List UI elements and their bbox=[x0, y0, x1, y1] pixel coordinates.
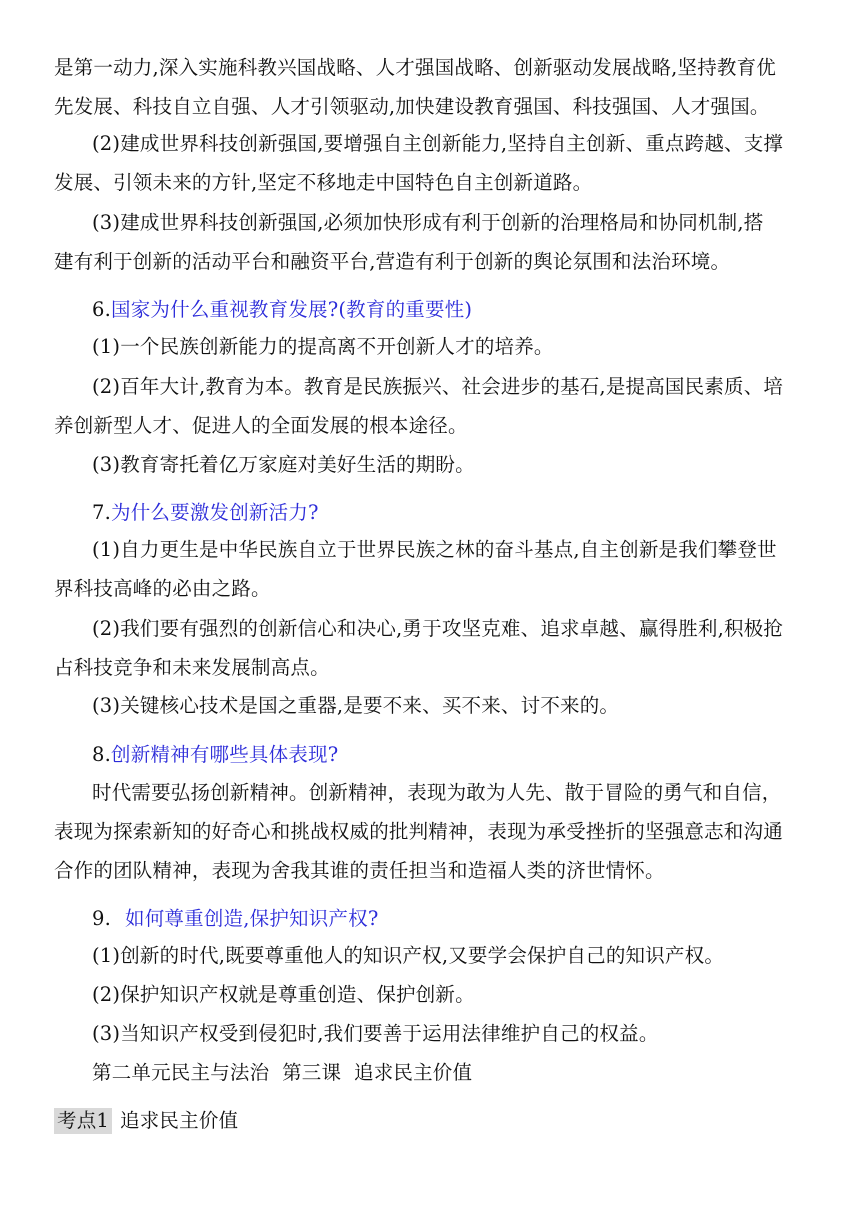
answer-line: 界科技高峰的必由之路。 bbox=[54, 577, 271, 600]
paragraph-line: (2)建成世界科技创新强国,要增强自主创新能力,坚持自主创新、重点跨越、支撑 bbox=[92, 132, 784, 155]
paragraph-line: 建有利于创新的活动平台和融资平台,营造有利于创新的舆论氛围和法治环境。 bbox=[54, 250, 731, 273]
question-heading bbox=[0, 500, 860, 526]
answer-line: (2)保护知识产权就是尊重创造、保护创新。 bbox=[92, 983, 475, 1006]
answer-line: 养创新型人才、促进人的全面发展的根本途径。 bbox=[54, 414, 468, 437]
answer-line: 合作的团队精神，表现为舍我其谁的责任担当和造福人类的济世情怀。 bbox=[54, 859, 665, 882]
question-heading bbox=[0, 742, 860, 768]
answer-line: (1)一个民族创新能力的提高离不开创新人才的培养。 bbox=[92, 335, 554, 358]
paragraph-line: 先发展、科技自立自强、人才引领驱动,加快建设教育强国、科技强国、人才强国。 bbox=[54, 95, 770, 118]
answer-line: 占科技竞争和未来发展制高点。 bbox=[54, 656, 330, 679]
paragraph-line: (3)建成世界科技创新强国,必须加快形成有利于创新的治理格局和协同机制,搭 bbox=[92, 211, 764, 234]
answer-line: (1)创新的时代,既要尊重他人的知识产权,又要学会保护自己的知识产权。 bbox=[92, 944, 725, 967]
answer-line: (1)自力更生是中华民族自立于世界民族之林的奋斗基点,自主创新是我们攀登世 bbox=[92, 538, 777, 561]
question-heading bbox=[0, 297, 860, 323]
answer-line: (2)我们要有强烈的创新信心和决心,勇于攻坚克难、追求卓越、赢得胜利,积极抢 bbox=[92, 617, 784, 640]
question-text: 如何尊重创造,保护知识产权? bbox=[125, 907, 379, 930]
question-number: 7. bbox=[92, 501, 112, 524]
question-text: 为什么要激发创新活力? bbox=[111, 501, 319, 524]
question-text: 国家为什么重视教育发展?(教育的重要性) bbox=[111, 298, 473, 321]
answer-line: (3)教育寄托着亿万家庭对美好生活的期盼。 bbox=[92, 453, 475, 476]
kaodian-title: 追求民主价值 bbox=[120, 1109, 239, 1132]
paragraph-line: 发展、引领未来的方针,坚定不移地走中国特色自主创新道路。 bbox=[54, 171, 593, 194]
answer-line: (3)当知识产权受到侵犯时,我们要善于运用法律维护自己的权益。 bbox=[92, 1022, 659, 1045]
unit-heading: 第二单元民主与法治 第三课 追求民主价值 bbox=[92, 1061, 473, 1084]
answer-line: (3)关键核心技术是国之重器,是要不来、买不来、讨不来的。 bbox=[92, 694, 620, 717]
question-text: 创新精神有哪些具体表现? bbox=[111, 743, 339, 766]
question-number: 6. bbox=[92, 298, 112, 321]
question-heading bbox=[0, 906, 860, 932]
kaodian-label: 考点1 bbox=[54, 1108, 112, 1134]
answer-line: 表现为探索新知的好奇心和挑战权威的批判精神，表现为承受挫折的坚强意志和沟通 bbox=[54, 820, 783, 843]
answer-line: (2)百年大计,教育为本。教育是民族振兴、社会进步的基石,是提高国民素质、培 bbox=[92, 375, 784, 398]
question-number: 8. bbox=[92, 743, 112, 766]
paragraph-line: 是第一动力,深入实施科教兴国战略、人才强国战略、创新驱动发展战略,坚持教育优 bbox=[54, 56, 776, 79]
answer-line: 时代需要弘扬创新精神。创新精神，表现为敢为人先、散于冒险的勇气和自信， bbox=[92, 781, 782, 804]
question-number: 9. bbox=[92, 907, 112, 930]
kaodian-heading bbox=[0, 1108, 860, 1134]
